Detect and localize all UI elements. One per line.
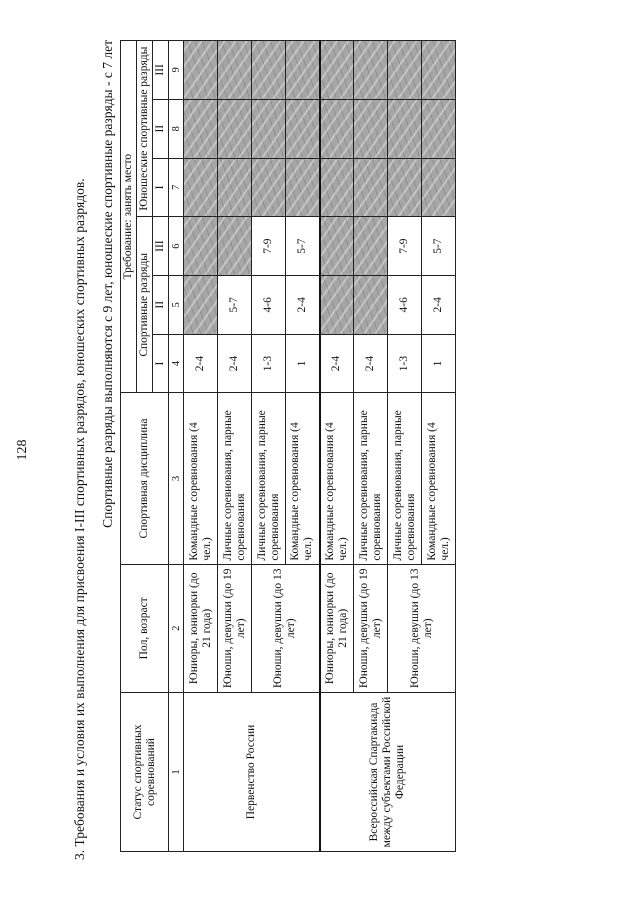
- section-heading: 3. Требования и условия их выполнения для присвоения I-III спортивных разрядов, юношеских спортивных разрядов.: [72, 178, 87, 860]
- rank-value-cell: 2-4: [218, 334, 252, 393]
- rotated-page: [15, 40, 580, 860]
- header-rank-4: I: [153, 158, 169, 217]
- rank-value-cell: 5-7: [218, 275, 252, 334]
- rank-value-cell: 1-3: [388, 334, 422, 393]
- age-cell: Юноши, девушки (до 19 лет): [218, 564, 252, 692]
- header-discipline: Спортивная дисциплина: [121, 393, 169, 564]
- rank-value-cell: 4-6: [252, 275, 286, 334]
- rank-value-cell: [320, 158, 354, 217]
- rank-value-cell: [354, 41, 388, 100]
- discipline-cell: Командные соревнования (4 чел.): [320, 393, 354, 564]
- column-number-1: 1: [169, 693, 184, 852]
- rank-value-cell: [184, 217, 218, 276]
- column-number-4: 4: [169, 334, 184, 393]
- rank-value-cell: [184, 158, 218, 217]
- discipline-cell: Личные соревнования, парные соревнования: [354, 393, 388, 564]
- rank-value-cell: [184, 99, 218, 158]
- discipline-cell: Командные соревнования (4 чел.): [286, 393, 320, 564]
- rank-value-cell: 2-4: [320, 334, 354, 393]
- rank-value-cell: [218, 99, 252, 158]
- discipline-cell: Командные соревнования (4 чел.): [184, 393, 218, 564]
- rank-value-cell: 5-7: [422, 217, 456, 276]
- age-cell: Юниоры, юниорки (до 21 года): [320, 564, 354, 692]
- rank-value-cell: 1: [286, 334, 320, 393]
- rank-value-cell: 7-9: [388, 217, 422, 276]
- rank-value-cell: [388, 99, 422, 158]
- discipline-cell: Личные соревнования, парные соревнования: [388, 393, 422, 564]
- rank-value-cell: [184, 275, 218, 334]
- rank-value-cell: 2-4: [422, 275, 456, 334]
- age-cell: Юноши, девушки (до 13 лет): [252, 564, 320, 692]
- column-number-9: 9: [169, 41, 184, 100]
- header-rank-5: II: [153, 99, 169, 158]
- rank-value-cell: [354, 158, 388, 217]
- rank-value-cell: [252, 99, 286, 158]
- rank-value-cell: [422, 41, 456, 100]
- header-status: Статус спортивных соревнований: [121, 693, 169, 852]
- column-number-5: 5: [169, 275, 184, 334]
- rank-value-cell: 4-6: [388, 275, 422, 334]
- column-number-8: 8: [169, 99, 184, 158]
- header-requirement: Требование: занять место: [121, 41, 137, 393]
- requirements-table: [120, 40, 456, 852]
- header-rank-1: I: [153, 334, 169, 393]
- rank-value-cell: 2-4: [354, 334, 388, 393]
- rank-value-cell: 7-9: [252, 217, 286, 276]
- header-sport-ranks: Спортивные разряды: [137, 217, 153, 393]
- rank-value-cell: [286, 41, 320, 100]
- column-number-3: 3: [169, 393, 184, 564]
- rank-value-cell: [184, 41, 218, 100]
- rank-value-cell: 2-4: [184, 334, 218, 393]
- rank-value-cell: [388, 158, 422, 217]
- header-rank-3: III: [153, 217, 169, 276]
- rank-value-cell: [320, 275, 354, 334]
- rank-value-cell: [252, 41, 286, 100]
- discipline-cell: Командные соревнования (4 чел.): [422, 393, 456, 564]
- rank-value-cell: 1-3: [252, 334, 286, 393]
- rank-value-cell: [354, 275, 388, 334]
- rank-value-cell: [320, 217, 354, 276]
- rank-value-cell: [218, 41, 252, 100]
- discipline-cell: Личные соревнования, парные соревнования: [252, 393, 286, 564]
- status-cell: Всероссийская Спартакиада между субъектами Российской Федерации: [320, 693, 456, 852]
- header-age: Пол, возраст: [121, 564, 169, 692]
- column-number-6: 6: [169, 217, 184, 276]
- rank-value-cell: [320, 99, 354, 158]
- column-number-2: 2: [169, 564, 184, 692]
- rank-value-cell: [388, 41, 422, 100]
- header-rank-6: III: [153, 41, 169, 100]
- header-youth-ranks: Юношеские спортивные разряды: [137, 41, 153, 217]
- page-number: 128: [15, 439, 30, 461]
- rank-value-cell: [218, 158, 252, 217]
- header-rank-2: II: [153, 275, 169, 334]
- column-number-7: 7: [169, 158, 184, 217]
- rank-value-cell: [286, 158, 320, 217]
- status-cell: Первенство России: [184, 693, 320, 852]
- age-cell: Юноши, девушки (до 19 лет): [354, 564, 388, 692]
- rank-value-cell: 5-7: [286, 217, 320, 276]
- table-row: [320, 41, 354, 852]
- rank-value-cell: [252, 158, 286, 217]
- rank-value-cell: [422, 158, 456, 217]
- rank-value-cell: [354, 217, 388, 276]
- rank-value-cell: 1: [422, 334, 456, 393]
- age-cell: Юниоры, юниорки (до 21 года): [184, 564, 218, 692]
- rank-value-cell: [286, 99, 320, 158]
- rank-value-cell: [422, 99, 456, 158]
- age-cell: Юноши, девушки (до 13 лет): [388, 564, 456, 692]
- rank-value-cell: [218, 217, 252, 276]
- rank-value-cell: [320, 41, 354, 100]
- table-row: [184, 41, 218, 852]
- discipline-cell: Личные соревнования, парные соревнования: [218, 393, 252, 564]
- age-note: Спортивные разряды выполняются с 9 лет, юношеские спортивные разряды - с 7 лет: [100, 40, 115, 528]
- rank-value-cell: [354, 99, 388, 158]
- rank-value-cell: 2-4: [286, 275, 320, 334]
